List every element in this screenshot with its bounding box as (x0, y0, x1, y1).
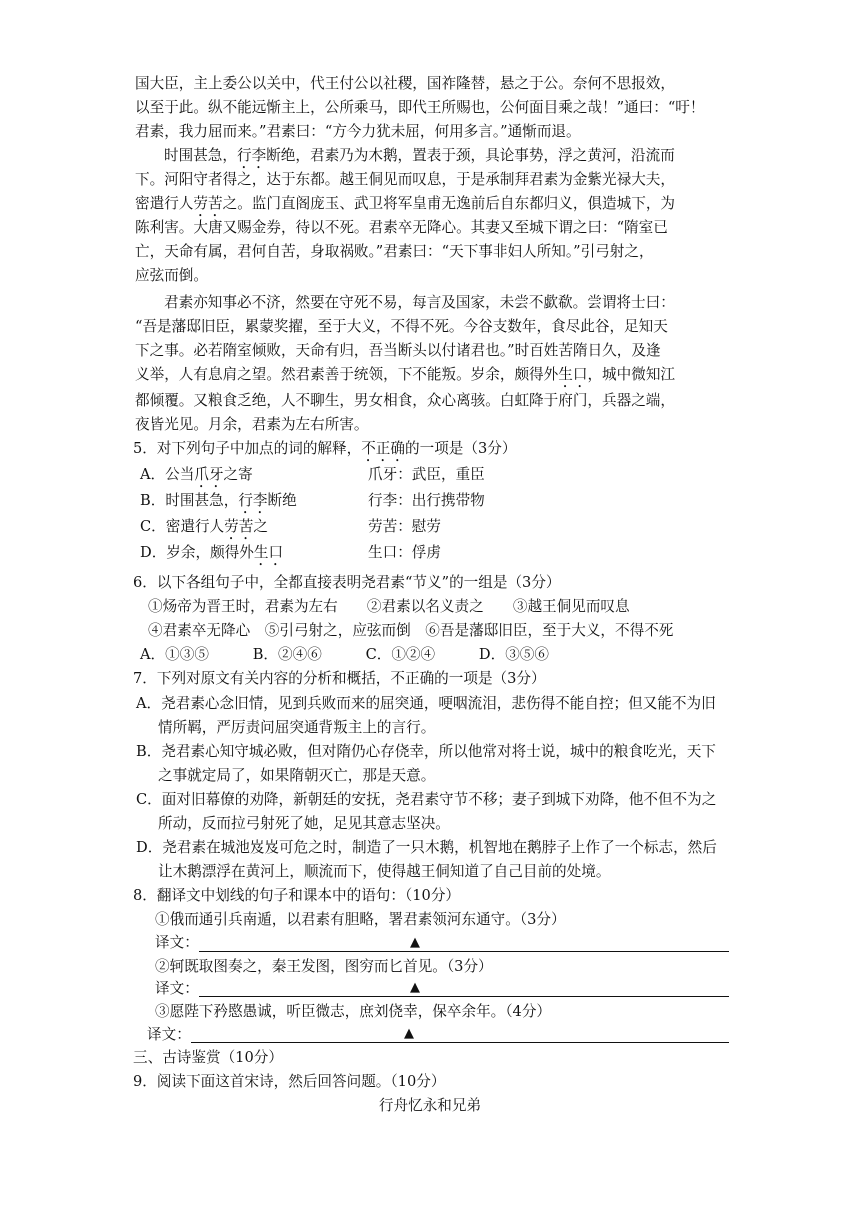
answer-mark-icon: ▲ (410, 935, 420, 950)
dotted-word: 生口 (253, 544, 284, 561)
passage-line: 下之事。必若隋室倾败，天命有归，吾当断头以付诸君也。”时百姓苦隋日久，及逢 (135, 342, 661, 359)
q8-answer-label: 译文： (147, 1026, 191, 1043)
q5-option-a (140, 464, 253, 491)
q7-option-line: B．尧君素心知守城必败，但对隋仍心存侥幸，所以他常对将士说，城中的粮食吃光，天下 (136, 743, 716, 760)
option-sentence: 公当爪牙之寄 (165, 466, 253, 483)
answer-mark-icon: ▲ (404, 1026, 414, 1041)
q6-choices: A．①③⑤ B．②④⑥ C．①②④ D．③⑤⑥ (140, 646, 549, 663)
passage-line (135, 193, 675, 220)
option-sentence: 密遣行人劳苦之 (165, 518, 268, 535)
passage-line: “吾是藩邸旧臣，累蒙奖擢，至于大义，不得不死。今谷支数年，食尽此谷，足知天 (135, 318, 668, 335)
q7-option-line: A．尧君素心念旧情，见到兵败而来的屈突通，哽咽流泪，悲伤得不能自控；但又能不为旧 (136, 695, 716, 712)
option-sentence: 岁余，颇得外生口 (166, 544, 284, 561)
passage-line: 陈利害。大唐又赐金券，待以不死。君素卒无降心。其妻又至城下谓之曰：“隋室已 (135, 219, 668, 236)
q8-answer-label: 译文： (155, 980, 199, 997)
dotted-word: 劳苦 (224, 518, 254, 535)
option-letter: C． (140, 518, 166, 535)
q5-gloss-c: 劳苦：慰劳 (368, 518, 441, 535)
passage-line: 下。河阳守者得之，达于东都。越王侗见而叹息，于是承制拜君素为金紫光禄大夫， (135, 171, 675, 188)
q7-option-line: 让木鹅漂浮在黄河上，顺流而下，使得越王侗知道了自己目前的处境。 (158, 863, 611, 880)
q7-option-line: 情所羁，严厉责问屈突通背叛主上的言行。 (158, 719, 436, 736)
passage-line-text: 密遣行人劳苦之。监门直阁庞玉、武卫将军皇甫无逸前后自东都归义，俱造城下，为 (135, 195, 676, 212)
passage-line (164, 145, 675, 172)
dotted-word: 生口 (558, 366, 588, 383)
dotted-word: 行李 (238, 492, 268, 509)
passage-line: 应弦而倒。 (135, 267, 208, 284)
passage-line: 都倾覆。又粮食乏绝，人不聊生，男女相食，众心离骇。白虹降于府门，兵器之端， (135, 392, 675, 409)
q7-option-line: 之事就定局了，如果隋朝灭亡，那是天意。 (158, 767, 436, 784)
q6-row-2: ④君素卒无降心 ⑤引弓射之，应弦而倒 ⑥吾是藩邸旧臣，至于大义，不得不死 (148, 622, 674, 639)
poem-title: 行舟忆永和兄弟 (378, 1097, 482, 1114)
option-sentence: 时围甚急，行李断绝 (165, 492, 297, 509)
q5-stem (133, 438, 516, 465)
q5-gloss-b: 行李：出行携带物 (368, 492, 485, 509)
option-letter: D． (140, 544, 167, 561)
answer-mark-icon: ▲ (410, 980, 420, 995)
q6-stem: 6．以下各组句子中，全都直接表明尧君素“节义”的一组是（3分） (133, 574, 561, 591)
q8-item-2: ②轲既取图奏之，秦王发图，图穷而匕首见。（3分） (155, 958, 493, 975)
passage-line: 以至于此。纵不能远惭主上，公所乘马，即代王所赐也，公何面目乘之哉！”通曰：“吁！ (135, 99, 705, 116)
passage-line: 君素亦知事必不济，然要在守死不易，每言及国家，未尝不歔欷。尝谓将士曰： (164, 294, 675, 311)
q7-option-line: D．尧君素在城池岌岌可危之时，制造了一只木鹅，机智地在鹅脖子上作了一个标志，然后 (136, 839, 717, 856)
q8-answer-line-3[interactable] (191, 1042, 729, 1043)
q7-stem: 7．下列对原文有关内容的分析和概括，不正确的一项是（3分） (133, 670, 546, 687)
passage-line: 国大臣，主上委公以关中，代王付公以社稷，国祚隆替，悬之于公。奈何不思报效， (135, 75, 675, 92)
dotted-word: 行李 (236, 147, 267, 164)
q5-option-c (140, 516, 268, 543)
q8-answer-label: 译文： (155, 934, 199, 951)
q8-item-3: ③愿陛下矜愍愚诚，听臣微志，庶刘侥幸，保卒余年。（4分） (155, 1003, 552, 1020)
dotted-word: 不正确 (361, 440, 405, 457)
q7-option-line: 所动，反而拉弓射死了她，足见其意志坚决。 (158, 815, 450, 832)
q8-answer-line-1[interactable] (199, 951, 729, 952)
q5-gloss-a: 爪牙：武臣，重臣 (368, 466, 485, 483)
q9-stem: 9．阅读下面这首宋诗，然后回答问题。（10分） (133, 1073, 446, 1090)
q5-stem-text: 5．对下列句子中加点的词的解释，不正确的一项是（3分） (133, 440, 517, 457)
passage-line (135, 364, 675, 391)
dotted-word: 劳苦 (193, 195, 223, 212)
passage-line: 夜皆光见。月余，君素为左右所害。 (135, 416, 369, 433)
dotted-word: 爪牙 (194, 466, 224, 483)
q5-option-b (140, 490, 297, 517)
passage-line-text: 时围甚急，行李断绝，君素乃为木鹅，置表于颈，具论事势，浮之黄河，沿流而 (164, 147, 675, 164)
option-letter: A． (140, 466, 166, 483)
passage-line: 君素，我力屈而来。”君素曰：“方今力犹未屈，何用多言。”通惭而退。 (135, 123, 581, 140)
q5-option-d (140, 542, 283, 569)
q8-item-1: ①俄而通引兵南遁，以君素有胆略，署君素领河东通守。（3分） (155, 911, 566, 928)
option-letter: B． (140, 492, 166, 509)
q5-gloss-d: 生口：俘虏 (368, 544, 441, 561)
q8-answer-line-2[interactable] (199, 996, 729, 997)
q8-stem: 8．翻译文中划线的句子和课本中的语句：（10分） (133, 887, 461, 904)
passage-line-text: 义举，人有息肩之望。然君素善于统领，下不能叛。岁余，颇得外生口，城中微知江 (135, 366, 676, 383)
section-heading: 三、古诗鉴赏（10分） (133, 1049, 283, 1066)
q7-option-line: C．面对旧幕僚的劝降，新朝廷的安抚，尧君素守节不移；妻子到城下劝降，他不但不为之 (136, 791, 717, 808)
q6-row-1: ①炀帝为晋王时，君素为左右 ②君素以名义责之 ③越王侗见而叹息 (148, 598, 630, 615)
passage-line: 亡，天命有属，君何自苦，身取祸败。”君素曰：“天下事非妇人所知。”引弓射之， (135, 243, 654, 260)
